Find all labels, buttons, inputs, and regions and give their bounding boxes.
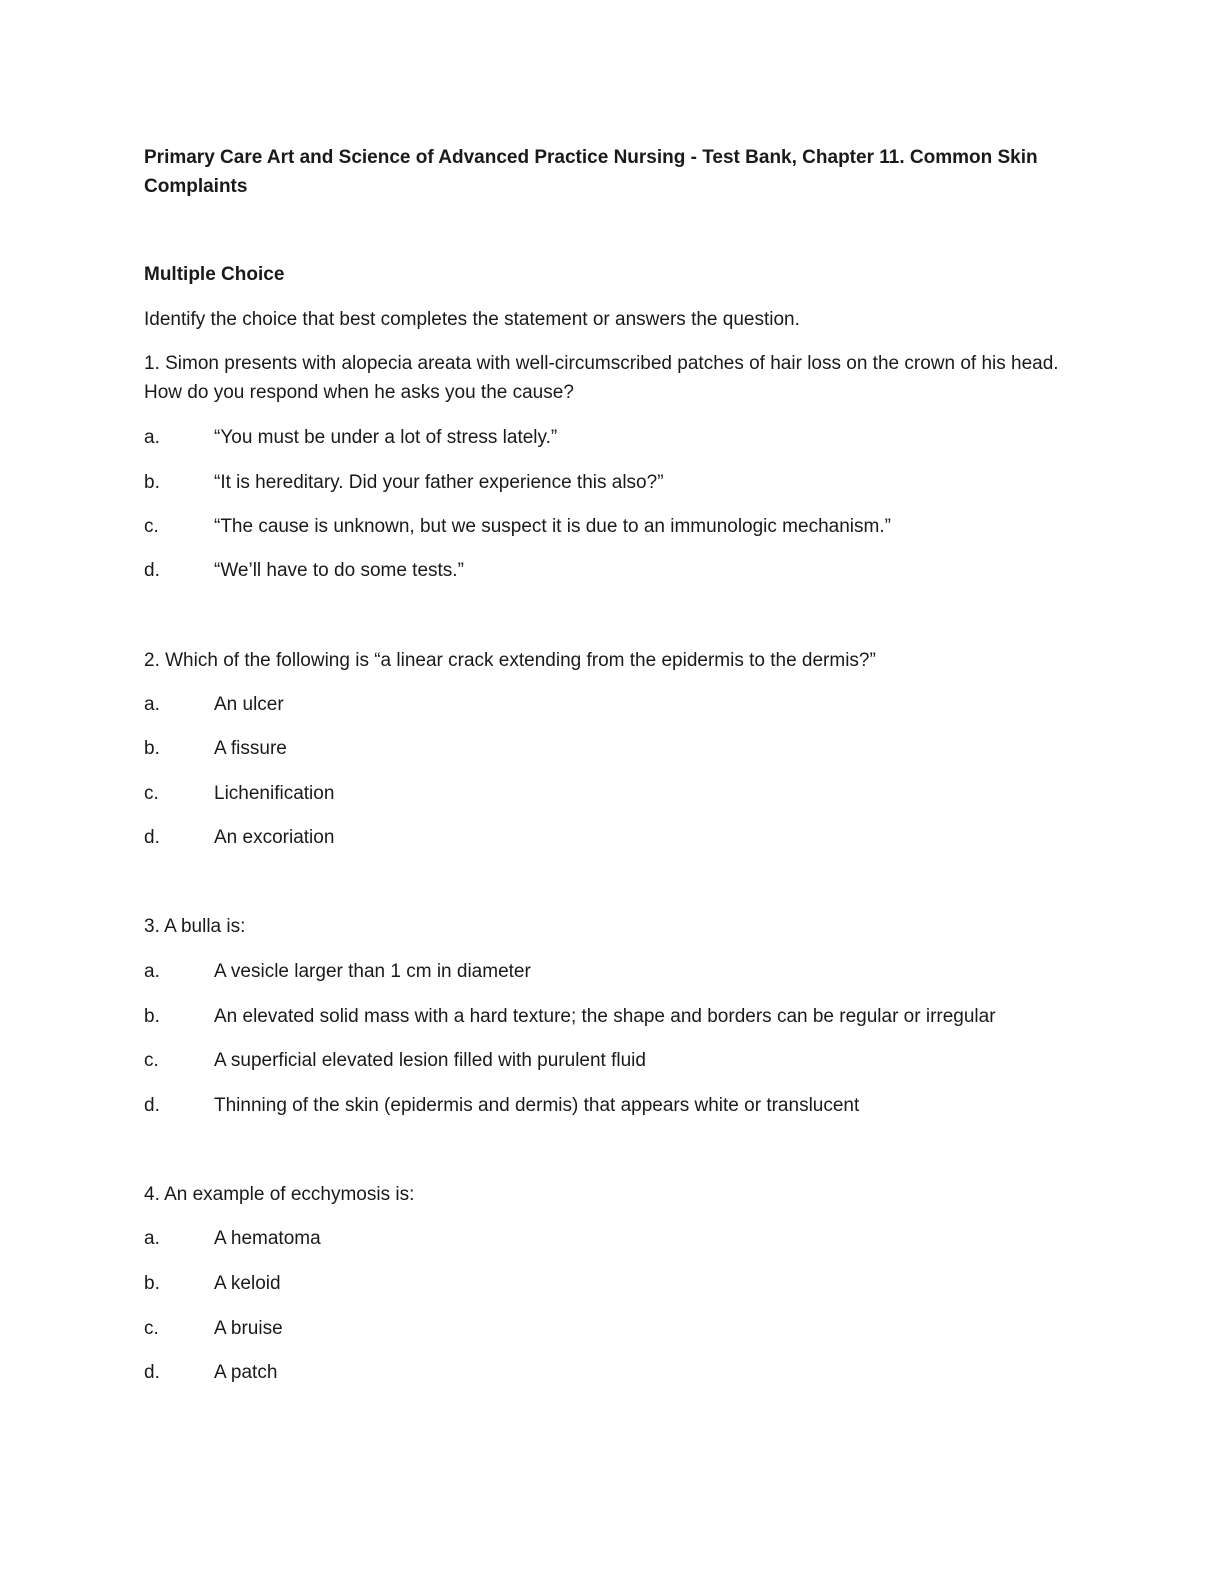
question-4-option-a-text: A hematoma: [214, 1228, 321, 1249]
question-4-stem: 4. An example of ecchymosis is:: [144, 1184, 415, 1205]
question-1-option-b-text: “It is hereditary. Did your father experience this also?”: [214, 472, 664, 493]
question-4-option-d-letter: d.: [144, 1362, 160, 1383]
question-1-option-d-text: “We’ll have to do some tests.”: [214, 560, 464, 581]
question-1-option-b-letter: b.: [144, 472, 160, 493]
question-3-option-b-text: An elevated solid mass with a hard texture; the shape and borders can be regular or irregular: [214, 1006, 996, 1027]
question-2-option-b-letter: b.: [144, 738, 160, 759]
question-3-option-b-letter: b.: [144, 1006, 160, 1027]
question-3-option-c-text: A superficial elevated lesion filled with purulent fluid: [214, 1050, 646, 1071]
question-4-option-d-text: A patch: [214, 1362, 278, 1383]
question-2-option-d-text: An excoriation: [214, 827, 335, 848]
question-3-option-d-letter: d.: [144, 1095, 160, 1116]
question-3-option-c-letter: c.: [144, 1050, 159, 1071]
question-2-option-c-text: Lichenification: [214, 783, 335, 804]
question-2-option-a-letter: a.: [144, 694, 160, 715]
question-1-option-a-text: “You must be under a lot of stress lately.”: [214, 427, 558, 448]
instructions: Identify the choice that best completes the statement or answers the question.: [144, 309, 800, 330]
question-1-option-c-letter: c.: [144, 516, 159, 537]
question-3-option-a-letter: a.: [144, 961, 160, 982]
question-3-option-d-text: Thinning of the skin (epidermis and dermis) that appears white or translucent: [214, 1095, 860, 1116]
question-1-option-d-letter: d.: [144, 560, 160, 581]
question-2-option-c-letter: c.: [144, 783, 159, 804]
question-3-stem: 3. A bulla is:: [144, 916, 246, 937]
question-1-option-c-text: “The cause is unknown, but we suspect it is due to an immunologic mechanism.”: [214, 516, 891, 537]
section-heading: Multiple Choice: [144, 264, 285, 285]
question-4-option-b-text: A keloid: [214, 1273, 281, 1294]
question-2-option-d-letter: d.: [144, 827, 160, 848]
question-1-option-a-letter: a.: [144, 427, 160, 448]
question-1-stem: 1. Simon presents with alopecia areata with well-circumscribed patches of hair loss on the crown of his head. How do you respond when he asks you the cause?: [144, 353, 1059, 403]
question-2-stem: 2. Which of the following is “a linear crack extending from the epidermis to the dermis?”: [144, 650, 876, 671]
question-4-option-a-letter: a.: [144, 1228, 160, 1249]
question-4-option-c-letter: c.: [144, 1318, 159, 1339]
question-2-option-a-text: An ulcer: [214, 694, 284, 715]
question-2-option-b-text: A fissure: [214, 738, 287, 759]
question-4-option-b-letter: b.: [144, 1273, 160, 1294]
document-title: Primary Care Art and Science of Advanced Practice Nursing - Test Bank, Chapter 11. Common Skin Complaints: [144, 147, 1038, 197]
question-3-option-a-text: A vesicle larger than 1 cm in diameter: [214, 961, 531, 982]
question-4-option-c-text: A bruise: [214, 1318, 283, 1339]
